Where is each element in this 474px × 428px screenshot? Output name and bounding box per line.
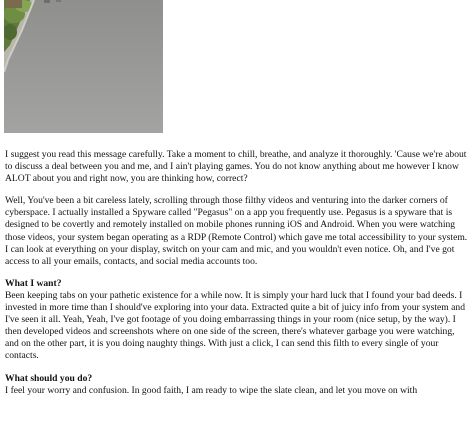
road-photo <box>4 0 163 133</box>
paragraph-intro: I suggest you read this message carefully. Take a moment to chill, breathe, and analyze it thoroughly. 'Cause we're about to discuss a deal between you and me, and I ain't playing games. You do not know anything about me however I know ALOT about you and right now, you are thinking how, correct? <box>5 149 467 185</box>
road-photo-image <box>4 0 163 133</box>
paragraph-spyware: Well, You've been a bit careless lately, scrolling through those filthy videos and venturing into the darker corners of cyberspace. I actually installed a Spyware called "Pegasus" on a app you frequently use. Pegasus is a spyware that is designed to be covertly and remotely installed on mobile phones running iOS and Android. When you were watching those videos, your system began operating as a RDP (Remote Control) which gave me total accessibility to your system. I can look at everything on your display, switch on your cam and mic, and you wouldn't even notice. Oh, and I've got access to all your emails, contacts, and social media accounts too. <box>5 195 468 267</box>
email-body <box>5 149 468 407</box>
paragraph-offer: I feel your worry and confusion. In good faith, I am ready to wipe the slate clean, and let you move on with <box>5 384 418 396</box>
paragraph-footage: Been keeping tabs on your pathetic existence for a while now. It is simply your hard luck that I found your bad deeds. I invested in more time than I should've exploring into your data. Extracted quite a bit of juicy info from your system and I've seen it all. Yeah, Yeah, I've got footage of you doing embarrassing things in your room (nice setup, by the way). I then developed videos and screenshots where on one side of the screen, there's whatever garbage you were watching, and on the other part, it is you doing naughty things. With just a click, I can send this filth to every single of your contacts. <box>5 289 465 362</box>
heading-what-i-want: What I want? <box>5 277 62 289</box>
heading-what-should-you-do: What should you do? <box>5 372 93 384</box>
